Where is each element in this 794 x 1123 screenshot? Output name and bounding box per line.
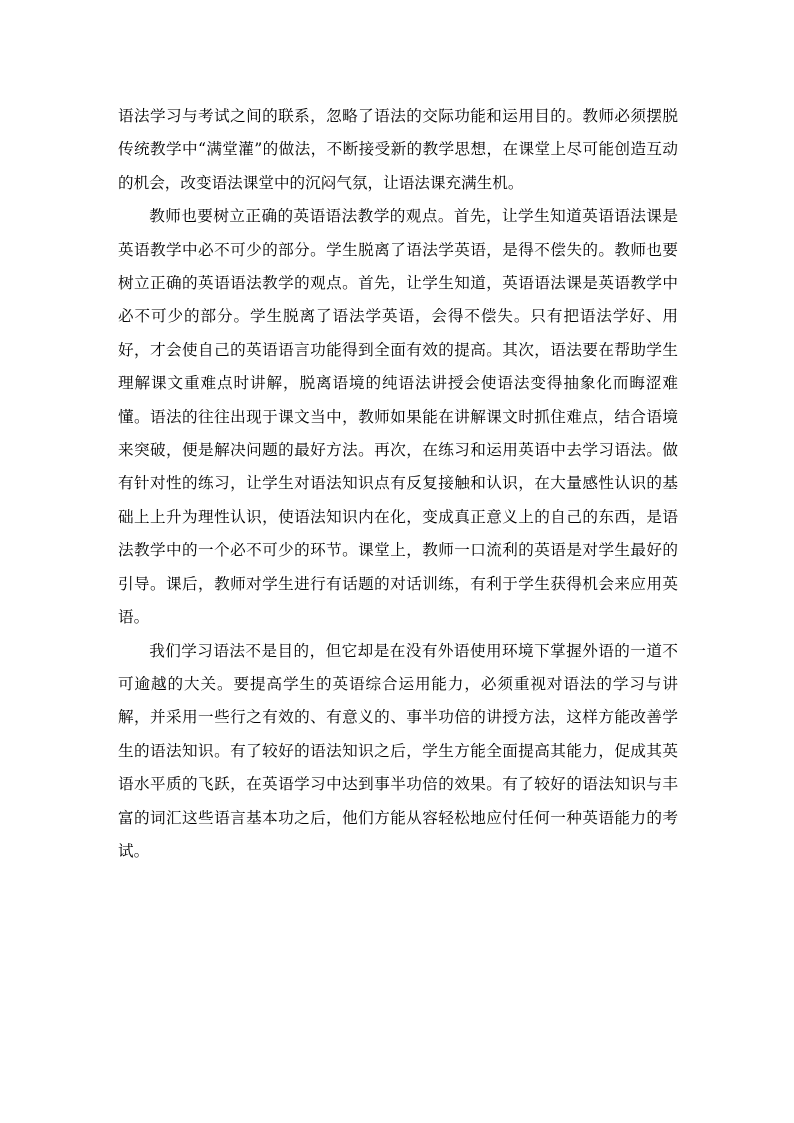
paragraph-conclusion: 我们学习语法不是目的，但它却是在没有外语使用环境下掌握外语的一道不可逾越的大关。要提高学生的英语综合运用能力，必须重视对语法的学习与讲解，并采用一些行之有效的、有意义的、事半功倍的讲授方法，这样方能改善学生的语法知识。有了较好的语法知识之后，学生方能全面提高其能力，促成其英语水平质的飞跃，在英语学习中达到事半功倍的效果。有了较好的语法知识与丰富的词汇这些语言基本功之后，他们方能从容轻松地应付任何一种英语能力的考试。 xyxy=(118,641,678,860)
paragraph-continuation: 语法学习与考试之间的联系，忽略了语法的交际功能和运用目的。教师必须摆脱传统教学中“满堂灌”的做法，不断接受新的教学思想，在课堂上尽可能创造互动的机会，改变语法课堂中的沉闷气氛，让语法课充满生机。 xyxy=(118,107,678,192)
body-text xyxy=(118,100,678,868)
paragraph-teaching-viewpoint: 教师也要树立正确的英语语法教学的观点。首先，让学生知道英语语法课是英语教学中必不可少的部分。学生脱离了语法学英语，是得不偿失的。教师也要树立正确的英语语法教学的观点。首先，让学生知道，英语语法课是英语教学中必不可少的部分。学生脱离了语法学英语，会得不偿失。只有把语法学好、用好，才会使自己的英语语言功能得到全面有效的提高。其次，语法要在帮助学生理解课文重难点时讲解，脱离语境的纯语法讲授会使语法变得抽象化而晦涩难懂。语法的往往出现于课文当中，教师如果能在讲解课文时抓住难点，结合语境来突破，便是解决问题的最好方法。再次，在练习和运用英语中去学习语法。做有针对性的练习，让学生对语法知识点有反复接触和认识，在大量感性认识的基础上上升为理性认识，使语法知识内在化，变成真正意义上的自己的东西，是语法教学中的一个必不可少的环节。课堂上，教师一口流利的英语是对学生最好的引导。课后，教师对学生进行有话题的对话训练，有利于学生获得机会来应用英语。 xyxy=(118,207,678,627)
